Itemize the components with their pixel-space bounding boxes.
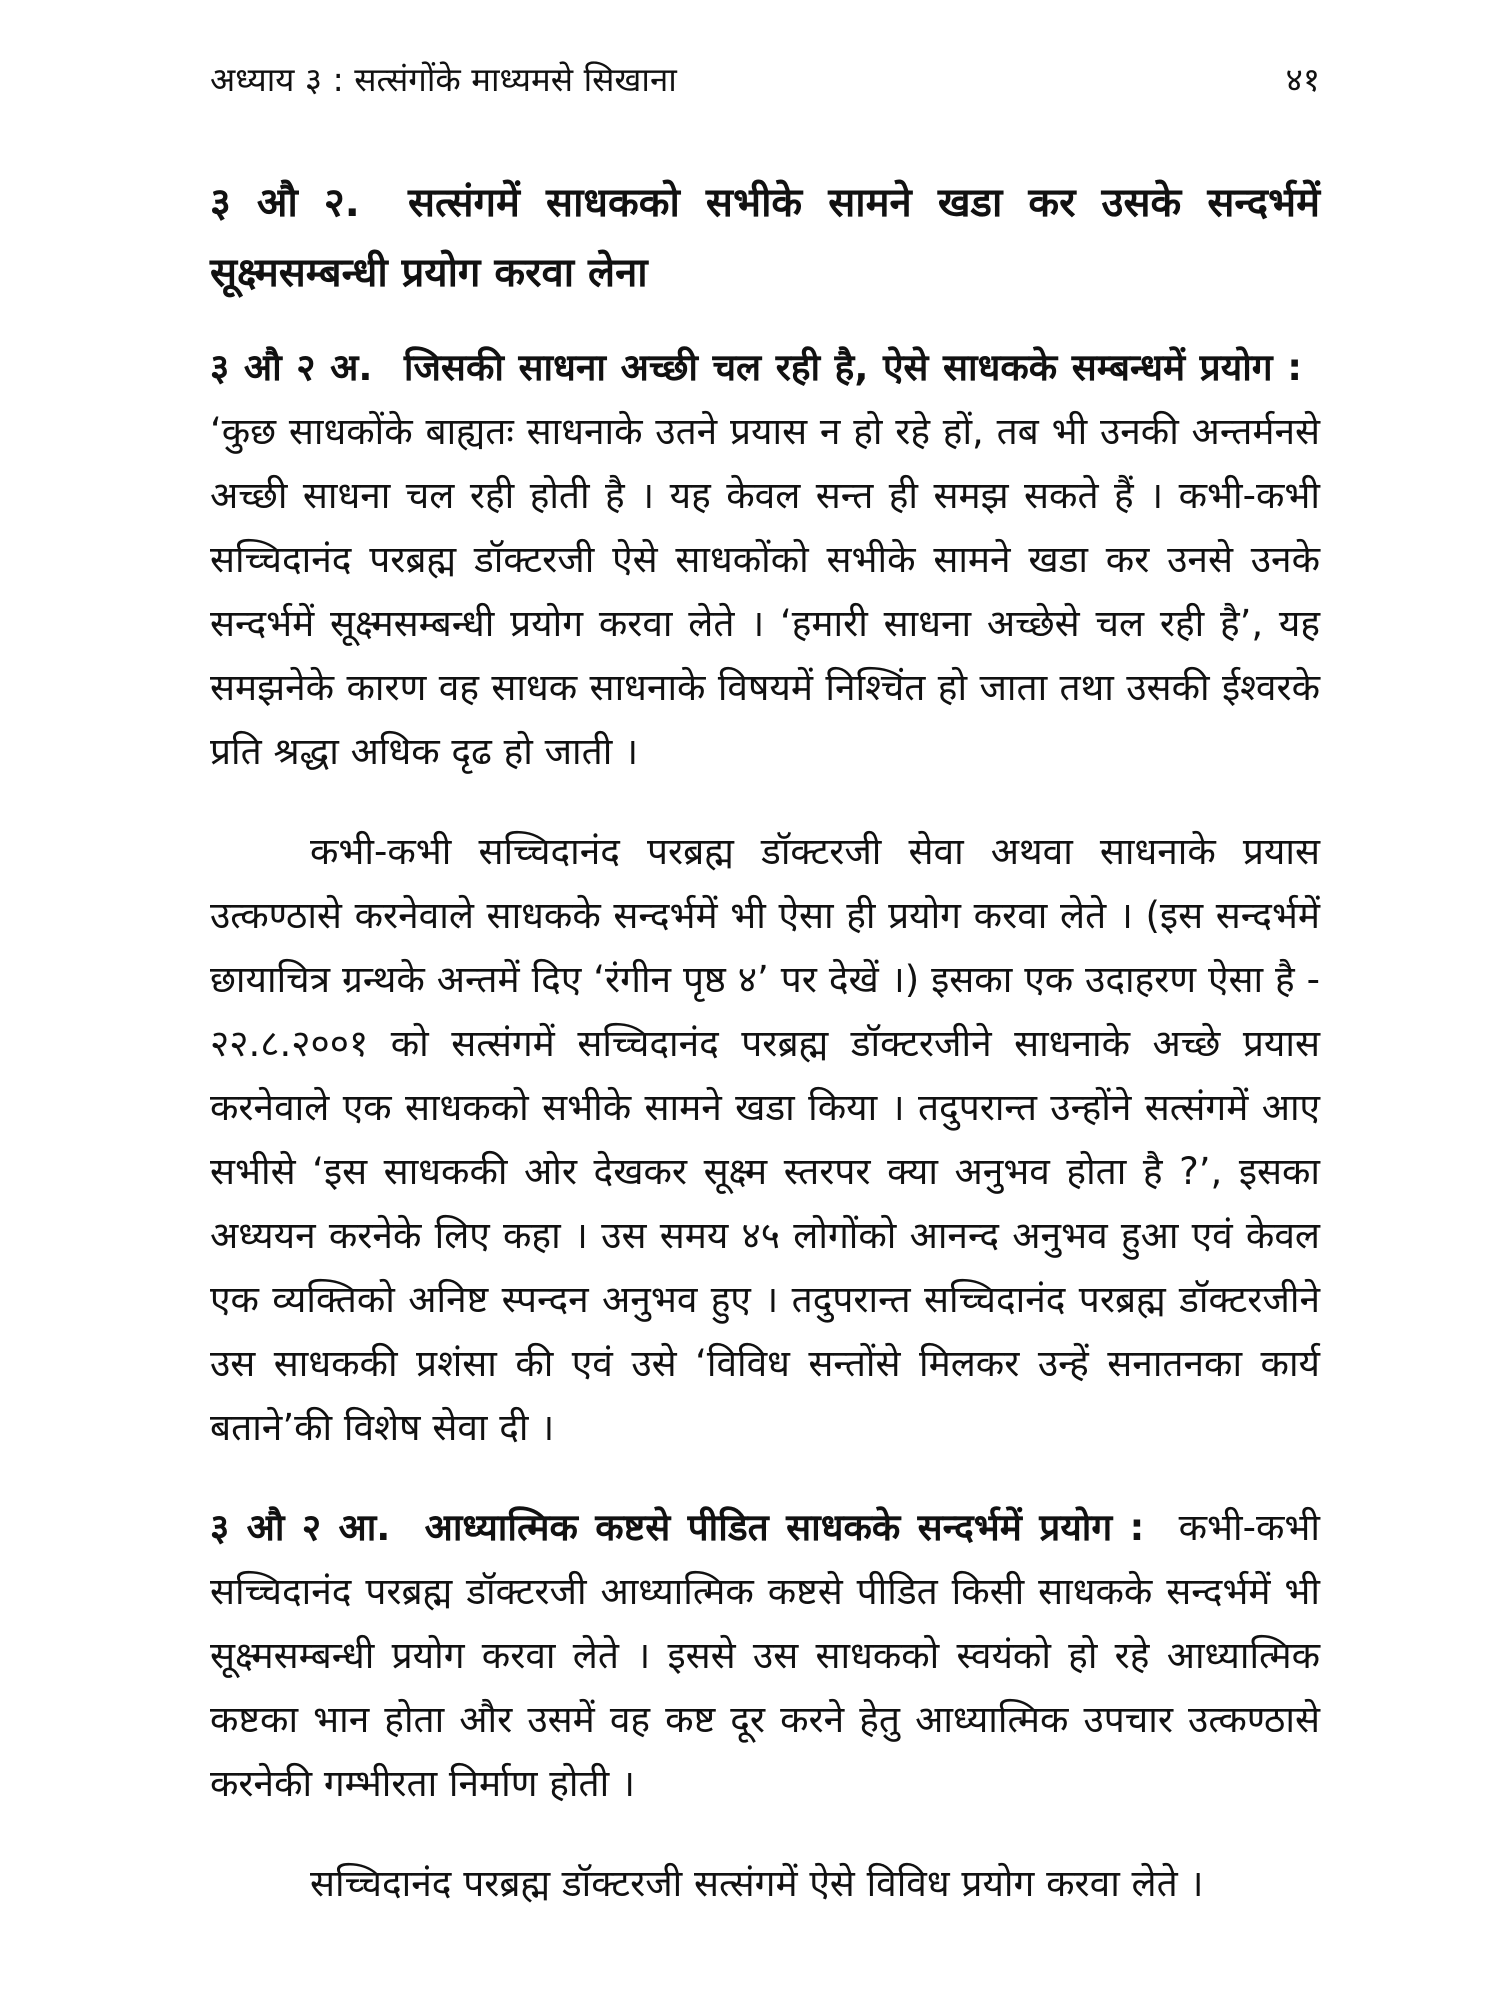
subsection-a-text: ‘कुछ साधकोंके बाह्यतः साधनाके उतने प्रयास न हो रहे हों, तब भी उनकी अन्तर्मनसे अच्छी साधना चल रही होती है । यह केवल सन्त ही समझ सकते हैं । कभी-कभी सच्चिदानंद परब्रह्म डॉक्टरजी ऐसे साधकोंको सभीके सामने खडा कर उनसे उनके सन्दर्भमें सूक्ष्मसम्बन्धी प्रयोग करवा लेते । ‘हमारी साधना अच्छेसे चल रही है’, यह समझनेके कारण वह साधक साधनाके विषयमें निश्चिंत हो जाता तथा उसकी ईश्वरके प्रति श्रद्धा अधिक दृढ हो जाती । <box>210 410 1320 773</box>
chapter-title: अध्याय ३ : सत्संगोंके माध्यमसे सिखाना <box>210 60 677 99</box>
subsection-aa-text: कभी-कभी सच्चिदानंद परब्रह्म डॉक्टरजी आध्यात्मिक कष्टसे पीडित किसी साधकके सन्दर्भमें भी सूक्ष्मसम्बन्धी प्रयोग करवा लेते । इससे उस साधकको स्वयंको हो रहे आध्यात्मिक कष्टका भान होता और उसमें वह कष्ट दूर करने हेतु आध्यात्मिक उपचार उत्कण्ठासे करनेकी गम्भीरता निर्माण होती । <box>210 1506 1320 1805</box>
subsection-a-title: जिसकी साधना अच्छी चल रही है, ऐसे साधकके सम्बन्धमें प्रयोग : <box>403 346 1302 389</box>
example-paragraph: कभी-कभी सच्चिदानंद परब्रह्म डॉक्टरजी सेवा अथवा साधनाके प्रयास उत्कण्ठासे करनेवाले साधकके सन्दर्भमें भी ऐसा ही प्रयोग करवा लेते । (इस सन्दर्भमें छायाचित्र ग्रन्थके अन्तमें दिए ‘रंगीन पृष्ठ ४’ पर देखें ।) इसका एक उदाहरण ऐसा है - २२.८.२००१ को सत्संगमें सच्चिदानंद परब्रह्म डॉक्टरजीने साधनाके अच्छे प्रयास करनेवाले एक साधकको सभीके सामने खडा किया । तदुपरान्त उन्होंने सत्संगमें आए सभीसे ‘इस साधककी ओर देखकर सूक्ष्म स्तरपर क्या अनुभव होता है ?’, इसका अध्ययन करनेके लिए कहा । उस समय ४५ लोगोंको आनन्द अनुभव हुआ एवं केवल एक व्यक्तिको अनिष्ट स्पन्दन अनुभव हुए । तदुपरान्त सच्चिदानंद परब्रह्म डॉक्टरजीने उस साधककी प्रशंसा की एवं उसे ‘विविध सन्तोंसे मिलकर उन्हें सनातनका कार्य बताने’की विशेष सेवा दी । <box>210 830 1320 1449</box>
subsection-a-paragraph <box>210 336 1320 784</box>
subsection-aa-title: आध्यात्मिक कष्टसे पीडित साधकके सन्दर्भमें प्रयोग : <box>424 1506 1145 1549</box>
subsection-a-number: ३ औ २ अ. <box>210 346 373 389</box>
section-heading <box>210 168 1320 308</box>
page-number: ४१ <box>1285 60 1320 99</box>
section-number: ३ औ २. <box>210 180 360 226</box>
running-header <box>210 50 1320 110</box>
subsection-aa-number: ३ औ २ आ. <box>210 1506 391 1549</box>
document-page <box>210 50 1320 1916</box>
subsection-aa-paragraph <box>210 1496 1320 1816</box>
closing-paragraph: सच्चिदानंद परब्रह्म डॉक्टरजी सत्संगमें ऐसे विविध प्रयोग करवा लेते । <box>310 1862 1204 1905</box>
section-title: सत्संगमें साधकको सभीके सामने खडा कर उसके सन्दर्भमें सूक्ष्मसम्बन्धी प्रयोग करवा लेना <box>210 180 1320 296</box>
